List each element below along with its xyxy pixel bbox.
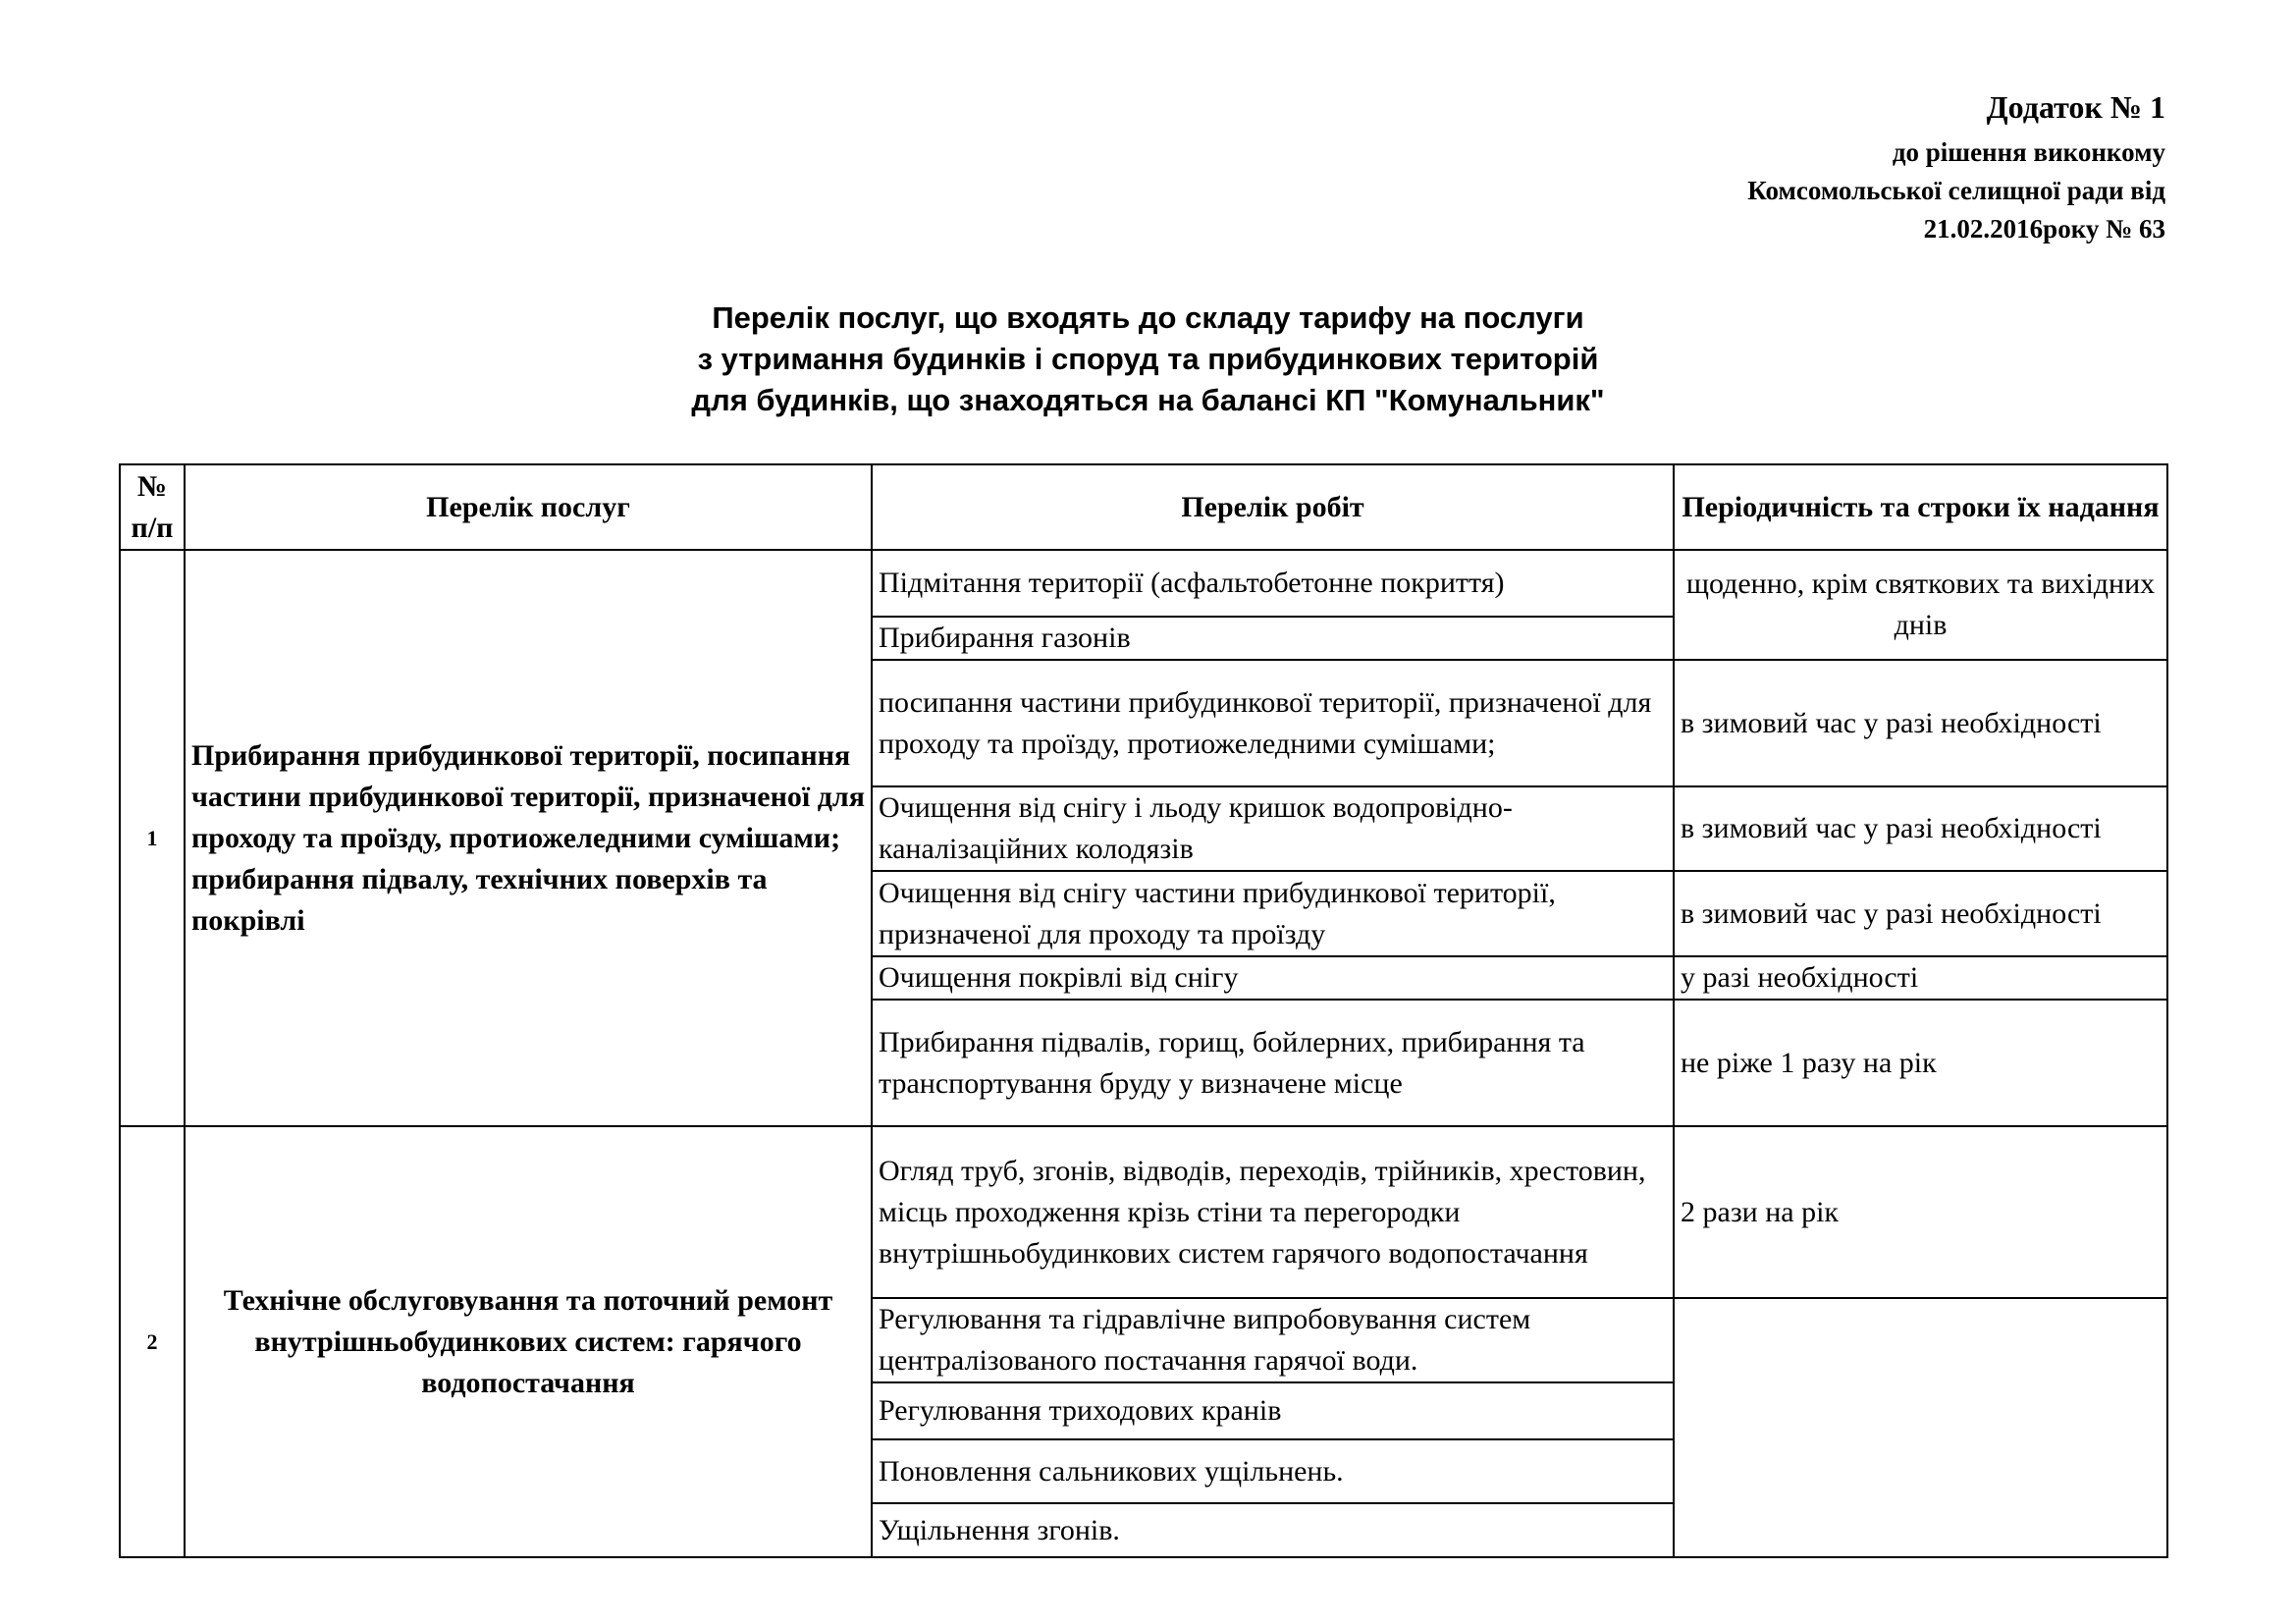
document-title: [0, 298, 2296, 421]
service-name: Прибирання прибудинкової території, посипання частини прибудинкової території, призначеної для проходу та проїзду, протиожеледними сумішами; прибирання підвалу, технічних поверхів та покрівлі: [185, 550, 872, 1126]
decision-line-1: до рішення виконкому: [1892, 137, 2165, 167]
title-line-3: для будинків, що знаходяться на балансі КП "Комунальник": [691, 383, 1605, 417]
title-line-1: Перелік послуг, що входять до складу тарифу на послуги: [712, 300, 1584, 335]
period-value: в зимовий час у разі необхідності: [1674, 786, 2167, 871]
work-item: посипання частини прибудинкової території, призначеної для проходу та проїзду, протиожеледними сумішами;: [872, 660, 1674, 786]
work-item: Прибирання підвалів, горищ, бойлерних, прибирання та транспортування бруду у визначене місце: [872, 1000, 1674, 1126]
section-number: 2: [120, 1126, 185, 1557]
table-row: [120, 550, 2167, 617]
work-item: Ущільнення згонів.: [872, 1503, 1674, 1557]
period-value: 2 рази на рік: [1674, 1126, 2167, 1298]
period-value: у разі необхідності: [1674, 956, 2167, 1000]
period-value: не ріже 1 разу на рік: [1674, 1000, 2167, 1126]
title-line-2: з утримання будинків і споруд та прибудинкових територій: [697, 342, 1599, 376]
header-period: Періодичність та строки їх надання: [1674, 464, 2167, 550]
appendix-number: Додаток № 1: [1986, 89, 2165, 125]
work-item: Підмітання території (асфальтобетонне покриття): [872, 550, 1674, 617]
header-works: Перелік робіт: [872, 464, 1674, 550]
table-row: [120, 1126, 2167, 1298]
period-empty: [1674, 1298, 2167, 1557]
work-item: Прибирання газонів: [872, 617, 1674, 660]
decision-line-2: Комсомольської селищної ради від: [1747, 176, 2165, 205]
period-value: щоденно, крім святкових та вихідних днів: [1674, 550, 2167, 660]
service-name: Технічне обслуговування та поточний ремонт внутрішньобудинкових систем: гарячого водопостачання: [185, 1126, 872, 1557]
work-item: Регулювання триходових кранів: [872, 1382, 1674, 1439]
work-item: Очищення покрівлі від снігу: [872, 956, 1674, 1000]
section-number: 1: [120, 550, 185, 1126]
header-number: № п/п: [120, 464, 185, 550]
work-item: Поновлення сальникових ущільнень.: [872, 1439, 1674, 1503]
appendix-header: [1747, 86, 2165, 248]
work-item: Очищення від снігу і льоду кришок водопровідно-каналізаційних колодязів: [872, 786, 1674, 871]
header-services: Перелік послуг: [185, 464, 872, 550]
services-table: [119, 463, 2168, 1558]
period-value: в зимовий час у разі необхідності: [1674, 871, 2167, 956]
decision-date-number: 21.02.2016року № 63: [1923, 214, 2165, 244]
table-header-row: [120, 464, 2167, 550]
period-value: в зимовий час у разі необхідності: [1674, 660, 2167, 786]
work-item: Регулювання та гідравлічне випробовування систем централізованого постачання гарячої води.: [872, 1298, 1674, 1382]
work-item: Очищення від снігу частини прибудинкової території, призначеної для проходу та проїзду: [872, 871, 1674, 956]
work-item: Огляд труб, згонів, відводів, переходів, трійників, хрестовин, місць проходження крізь стіни та перегородки внутрішньобудинкових систем гарячого водопостачання: [872, 1126, 1674, 1298]
